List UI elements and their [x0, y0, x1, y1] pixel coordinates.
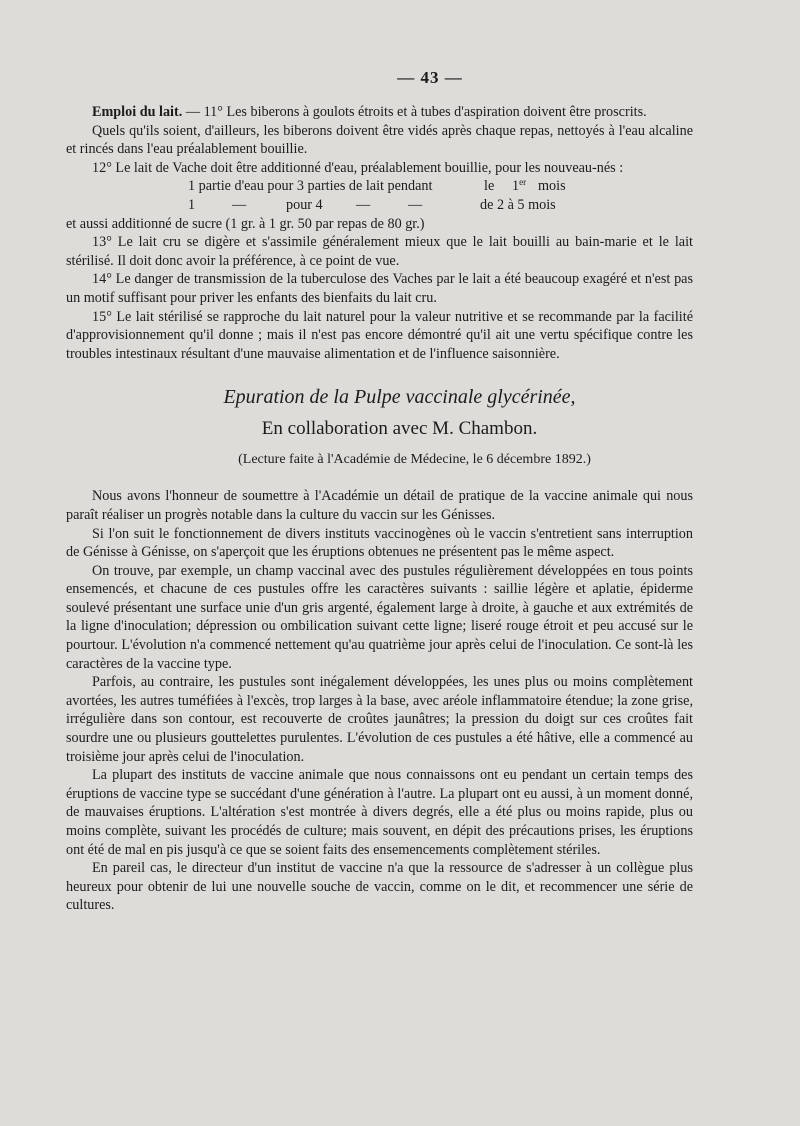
- dosage-unit: mois: [538, 178, 566, 195]
- paragraph: Si l'on suit le fonctionnement de divers instituts vaccinogènes où le vaccin s'entretient sans interruption de Génisse à Génisse, on s'aperçoit que les éruptions obtenues ne présentent pas le même aspect.: [66, 525, 693, 561]
- dosage-le: le: [484, 178, 495, 195]
- dosage-period: de 2 à 5 mois: [480, 196, 556, 213]
- paragraph-lead: Emploi du lait.: [92, 104, 183, 120]
- dosage-row-2: [66, 196, 693, 215]
- paragraph-text: — 11° Les biberons à goulots étroits et à tubes d'aspiration doivent être proscrits.: [182, 104, 647, 120]
- dosage-ratio: pour 4: [286, 196, 323, 213]
- paragraph: 12° Le lait de Vache doit être additionné d'eau, préalablement bouillie, pour les nouveau-nés :: [92, 159, 624, 176]
- paragraph: Quels qu'ils soient, d'ailleurs, les biberons doivent être vidés après chaque repas, nettoyés à l'eau alcaline et rincés dans l'eau préalablement bouillie.: [66, 122, 693, 158]
- paragraph: Nous avons l'honneur de soumettre à l'Académie un détail de pratique de la vaccine animale qui nous paraît réaliser un progrès notable dans la culture du vaccin sur les Génisses.: [66, 488, 693, 523]
- dosage-row-1: [66, 177, 693, 196]
- paragraph: et aussi additionné de sucre (1 gr. à 1 gr. 50 par repas de 80 gr.): [66, 215, 425, 232]
- paragraph-emploi-du-lait: [66, 103, 693, 122]
- dosage-number: 1: [188, 196, 196, 213]
- paragraph: 14° Le danger de transmission de la tuberculose des Vaches par le lait a été beaucoup exagéré et n'est pas un motif suffisant pour priver les enfants des bienfaits du lait cru.: [66, 271, 693, 306]
- dosage-dash: —: [232, 196, 247, 213]
- paragraph: On trouve, par exemple, un champ vaccinal avec des pustules régulièrement développées en tous points ensemencés, et chacune de ces pustules offre les caractères suivants : saillie légère et aplatie, épiderme soulevé présentant une surface unie d'un gris argenté, également large à droite, à gauche et aux extrémités de la ligne d'inoculation; dépression ou ombilication suivant cette ligne; liseré rouge étroit et peu accusé sur le pourtour. L'évolution n'a commencé nettement qu'au quatrième jour après celui de l'inoculation. Ce sont-là les caractères de la vaccine type.: [66, 562, 693, 672]
- paragraph: En pareil cas, le directeur d'un institut de vaccine n'a que la ressource de s'adresser à un collègue plus heureux pour obtenir de lui une nouvelle souche de vaccin, comme on le dit, et recommencer une série de cultures.: [66, 860, 693, 914]
- paragraph: 13° Le lait cru se digère et s'assimile généralement mieux que le lait bouilli au bain-marie et le lait stérilisé. Il doit donc avoir la préférence, à ce point de vue.: [66, 234, 693, 269]
- dosage-ordinal: 1er: [512, 177, 527, 195]
- dosage-dash: —: [356, 196, 371, 213]
- section-note: (Lecture faite à l'Académie de Médecine, le 6 décembre 1892.): [238, 452, 591, 468]
- paragraph: La plupart des instituts de vaccine animale que nous connaissons ont eu pendant un certain temps des éruptions de vaccine type se succédant d'une génération à l'autre. La plupart ont eu aussi, à un moment donné, de mauvaises éruptions. L'altération s'est montrée à divers degrés, elle a été plus ou moins rapide, plus ou moins complète, suivant les procédés de culture; mais souvent, en dépit des précautions prises, les éruptions ont été de mal en pis jusqu'à ce que se soient faits des ensemencements complètement stériles.: [66, 767, 693, 858]
- paragraph: 15° Le lait stérilisé se rapproche du lait naturel pour la valeur nutritive et se recommande par la facilité d'approvisionnement qu'il donne ; mais il n'est pas encore démontré qu'il ait une vertu spécifique contre les troubles intestinaux résultant d'une mauvaise alimentation et de l'influence saisonnière.: [66, 308, 693, 362]
- dosage-dash: —: [408, 196, 423, 213]
- section-subtitle: En collaboration avec M. Chambon.: [261, 418, 538, 440]
- dosage-text: 1 partie d'eau pour 3 parties de lait pendant: [188, 178, 433, 195]
- paragraph: Parfois, au contraire, les pustules sont inégalement développées, les unes plus ou moins complètement avortées, les autres tuméfiées à l'excès, trop larges à la base, avec aréole inflammatoire étendue; la zone grise, irrégulière dans son contour, est recouverte de croûtes jaunâtres; la pression du doigt sur ces croûtes fait sourdre une ou plusieurs gouttelettes purulentes. L'évolution de ces pustules a été hâtive, elle a commencé au troisième jour après celui de l'inoculation.: [66, 674, 693, 765]
- page-number: — 43 —: [397, 68, 463, 87]
- page-body: [66, 103, 693, 915]
- section-title: Epuration de la Pulpe vaccinale glycérinée,: [223, 386, 576, 409]
